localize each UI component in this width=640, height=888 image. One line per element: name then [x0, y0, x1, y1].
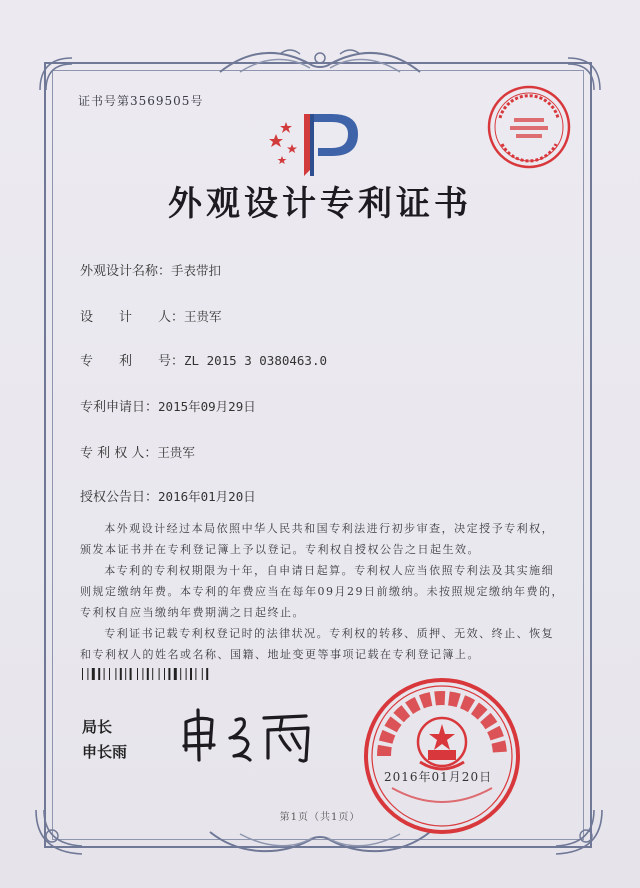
field-label: 外观设计名称： [80, 264, 172, 279]
barcode-bar [147, 668, 149, 680]
field-value: 手表带扣 [171, 263, 222, 278]
barcode-bar [92, 668, 95, 680]
barcode-bar [195, 668, 196, 680]
field-design-name [80, 260, 221, 279]
barcode-bar [174, 668, 177, 680]
barcode-bar [130, 668, 132, 680]
page-indicator: 第1页（共1页） [279, 812, 361, 823]
field-label: 设 计 人： [80, 310, 185, 325]
barcode-bar [125, 668, 126, 680]
patent-office-stamp [484, 82, 574, 172]
barcode-bar [142, 668, 143, 680]
barcode-bar [168, 668, 170, 680]
barcode-bar [202, 668, 203, 680]
barcode-bar [87, 668, 88, 680]
field-value: ZL 2015 3 0380463.0 [184, 353, 328, 368]
barcode-bar [164, 668, 165, 680]
certificate-body [80, 518, 564, 665]
barcode-bar [120, 668, 122, 680]
patent-office-logo [262, 104, 372, 180]
barcode-bar [152, 668, 153, 680]
field-value: 2015年09月29日 [158, 399, 256, 414]
field-label: 专 利 号： [80, 354, 185, 369]
certificate-number: 证书号第3569505号 [78, 94, 204, 108]
top-ornament [210, 44, 430, 78]
field-label: 专利申请日： [80, 400, 159, 415]
barcode-bar [180, 668, 181, 680]
corner-ornament-top-left [36, 54, 76, 94]
barcode [82, 668, 242, 680]
field-value: 王贵军 [157, 445, 195, 460]
barcode-bar [109, 668, 110, 680]
field-label: 专 利 权 人： [80, 446, 158, 461]
field-patent-number [80, 350, 327, 369]
body-paragraph: 本专利的专利权期限为十年，自申请日起算。专利权人应当依照专利法及其实施细则规定缴纳年费。本专利的年费应当在每年09月29日前缴纳。未按照规定缴纳年费的，专利权自应当缴纳年费期满之日起终止。 [80, 564, 564, 619]
field-value: 王贵军 [184, 309, 222, 324]
issue-date: 2016年01月20日 [384, 770, 493, 784]
director-signature [176, 700, 326, 770]
barcode-bar [190, 668, 192, 680]
field-label: 授权公告日： [80, 490, 159, 505]
barcode-bar [98, 668, 100, 680]
barcode-bar [186, 668, 187, 680]
field-patentee [80, 442, 195, 461]
barcode-bar [159, 668, 160, 680]
director-name: 申长雨 [82, 743, 128, 761]
barcode-bar [206, 668, 208, 680]
field-application-date [80, 396, 256, 415]
barcode-bar [104, 668, 105, 680]
field-grant-date [80, 486, 256, 505]
barcode-bar [115, 668, 116, 680]
director-title: 局长 [82, 718, 113, 736]
barcode-bar [137, 668, 138, 680]
barcode-bar [82, 668, 83, 680]
certificate-title: 外观设计专利证书 [168, 184, 472, 224]
body-paragraph: 本外观设计经过本局依照中华人民共和国专利法进行初步审查，决定授予专利权，颁发本证书并在专利登记簿上予以登记。专利权自授权公告之日起生效。 [80, 522, 555, 556]
body-paragraph: 专利证书记载专利权登记时的法律状况。专利权的转移、质押、无效、终止、恢复和专利权人的姓名或名称、国籍、地址变更等事项记载在专利登记簿上。 [80, 627, 555, 661]
field-value: 2016年01月20日 [158, 489, 256, 504]
field-designer [80, 306, 222, 325]
